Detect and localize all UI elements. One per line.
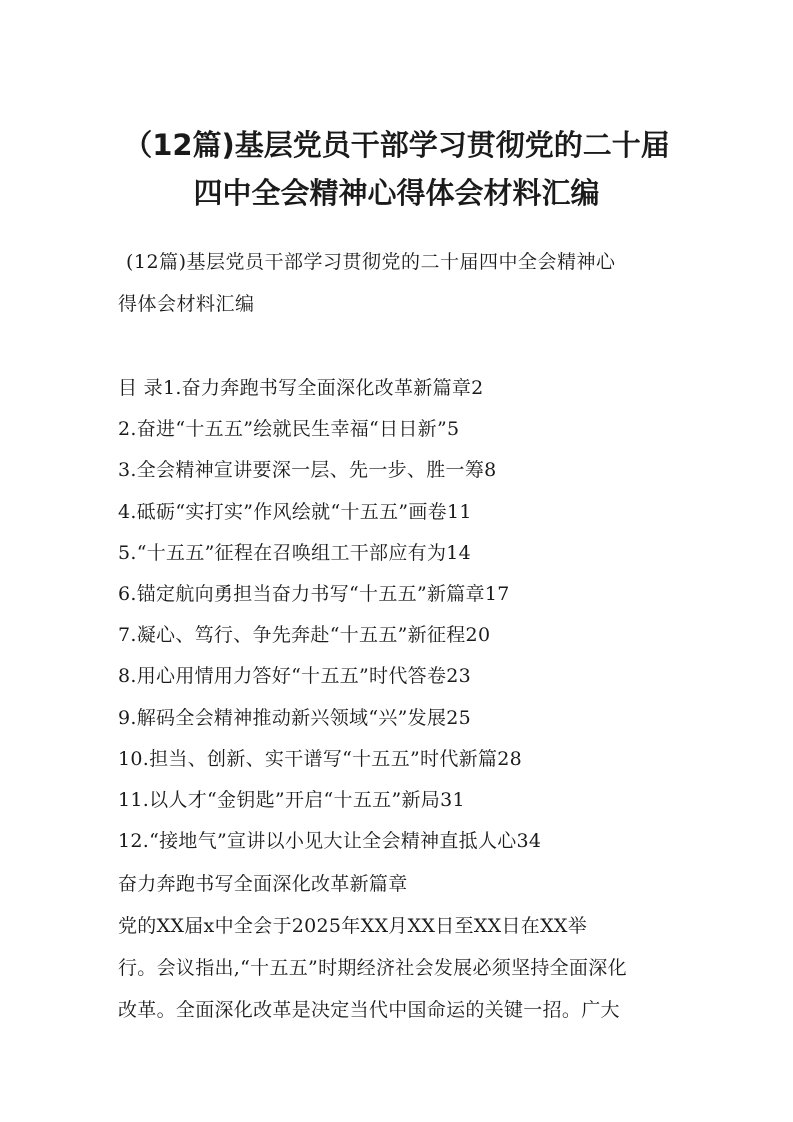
subtitle-line-1: (12篇)基层党员干部学习贯彻党的二十届四中全会精神心 xyxy=(126,251,616,273)
toc-item: 8.用心用情用力答好“十五五”时代答卷23 xyxy=(118,665,472,688)
toc-item: 11.以人才“金钥匙”开启“十五五”新局31 xyxy=(118,788,465,811)
toc-item: 9.解码全会精神推动新兴领域“兴”发展25 xyxy=(118,706,472,729)
toc-item: 10.担当、创新、实干谱写“十五五”时代新篇28 xyxy=(118,747,523,770)
document-title-line-2: 四中全会精神心得体会材料汇编 xyxy=(193,176,600,210)
toc-item: 目 录1.奋力奔跑书写全面深化改革新篇章2 xyxy=(118,377,484,399)
body-paragraph-line: 党的XX届x中全会于2025年XX月XX日至XX日在XX举 xyxy=(118,915,588,937)
body-paragraph-line: 行。会议指出,“十五五”时期经济社会发展必须坚持全面深化 xyxy=(118,957,627,979)
toc-item: 3.全会精神宣讲要深一层、先一步、胜一筹8 xyxy=(118,459,497,482)
toc-item: 4.砥砺“实打实”作风绘就“十五五”画卷11 xyxy=(118,500,472,523)
body-paragraph-line: 改革。全面深化改革是决定当代中国命运的关键一招。广大 xyxy=(118,999,620,1021)
toc-item: 2.奋进“十五五”绘就民生幸福“日日新”5 xyxy=(118,418,460,441)
subtitle-line-2: 得体会材料汇编 xyxy=(118,293,255,315)
section-heading: 奋力奔跑书写全面深化改革新篇章 xyxy=(118,873,408,895)
toc-item: 5.“十五五”征程在召唤组工干部应有为14 xyxy=(118,541,472,564)
toc-item: 7.凝心、笃行、争先奔赴“十五五”新征程20 xyxy=(118,624,491,647)
toc-item: 6.锚定航向勇担当奋力书写“十五五”新篇章17 xyxy=(118,582,510,605)
toc-item: 12.“接地气”宣讲以小见大让全会精神直抵人心34 xyxy=(118,830,542,853)
table-of-contents xyxy=(118,368,688,862)
document-title-line-1: （12篇)基层党员干部学习贯彻党的二十届 xyxy=(123,128,670,162)
